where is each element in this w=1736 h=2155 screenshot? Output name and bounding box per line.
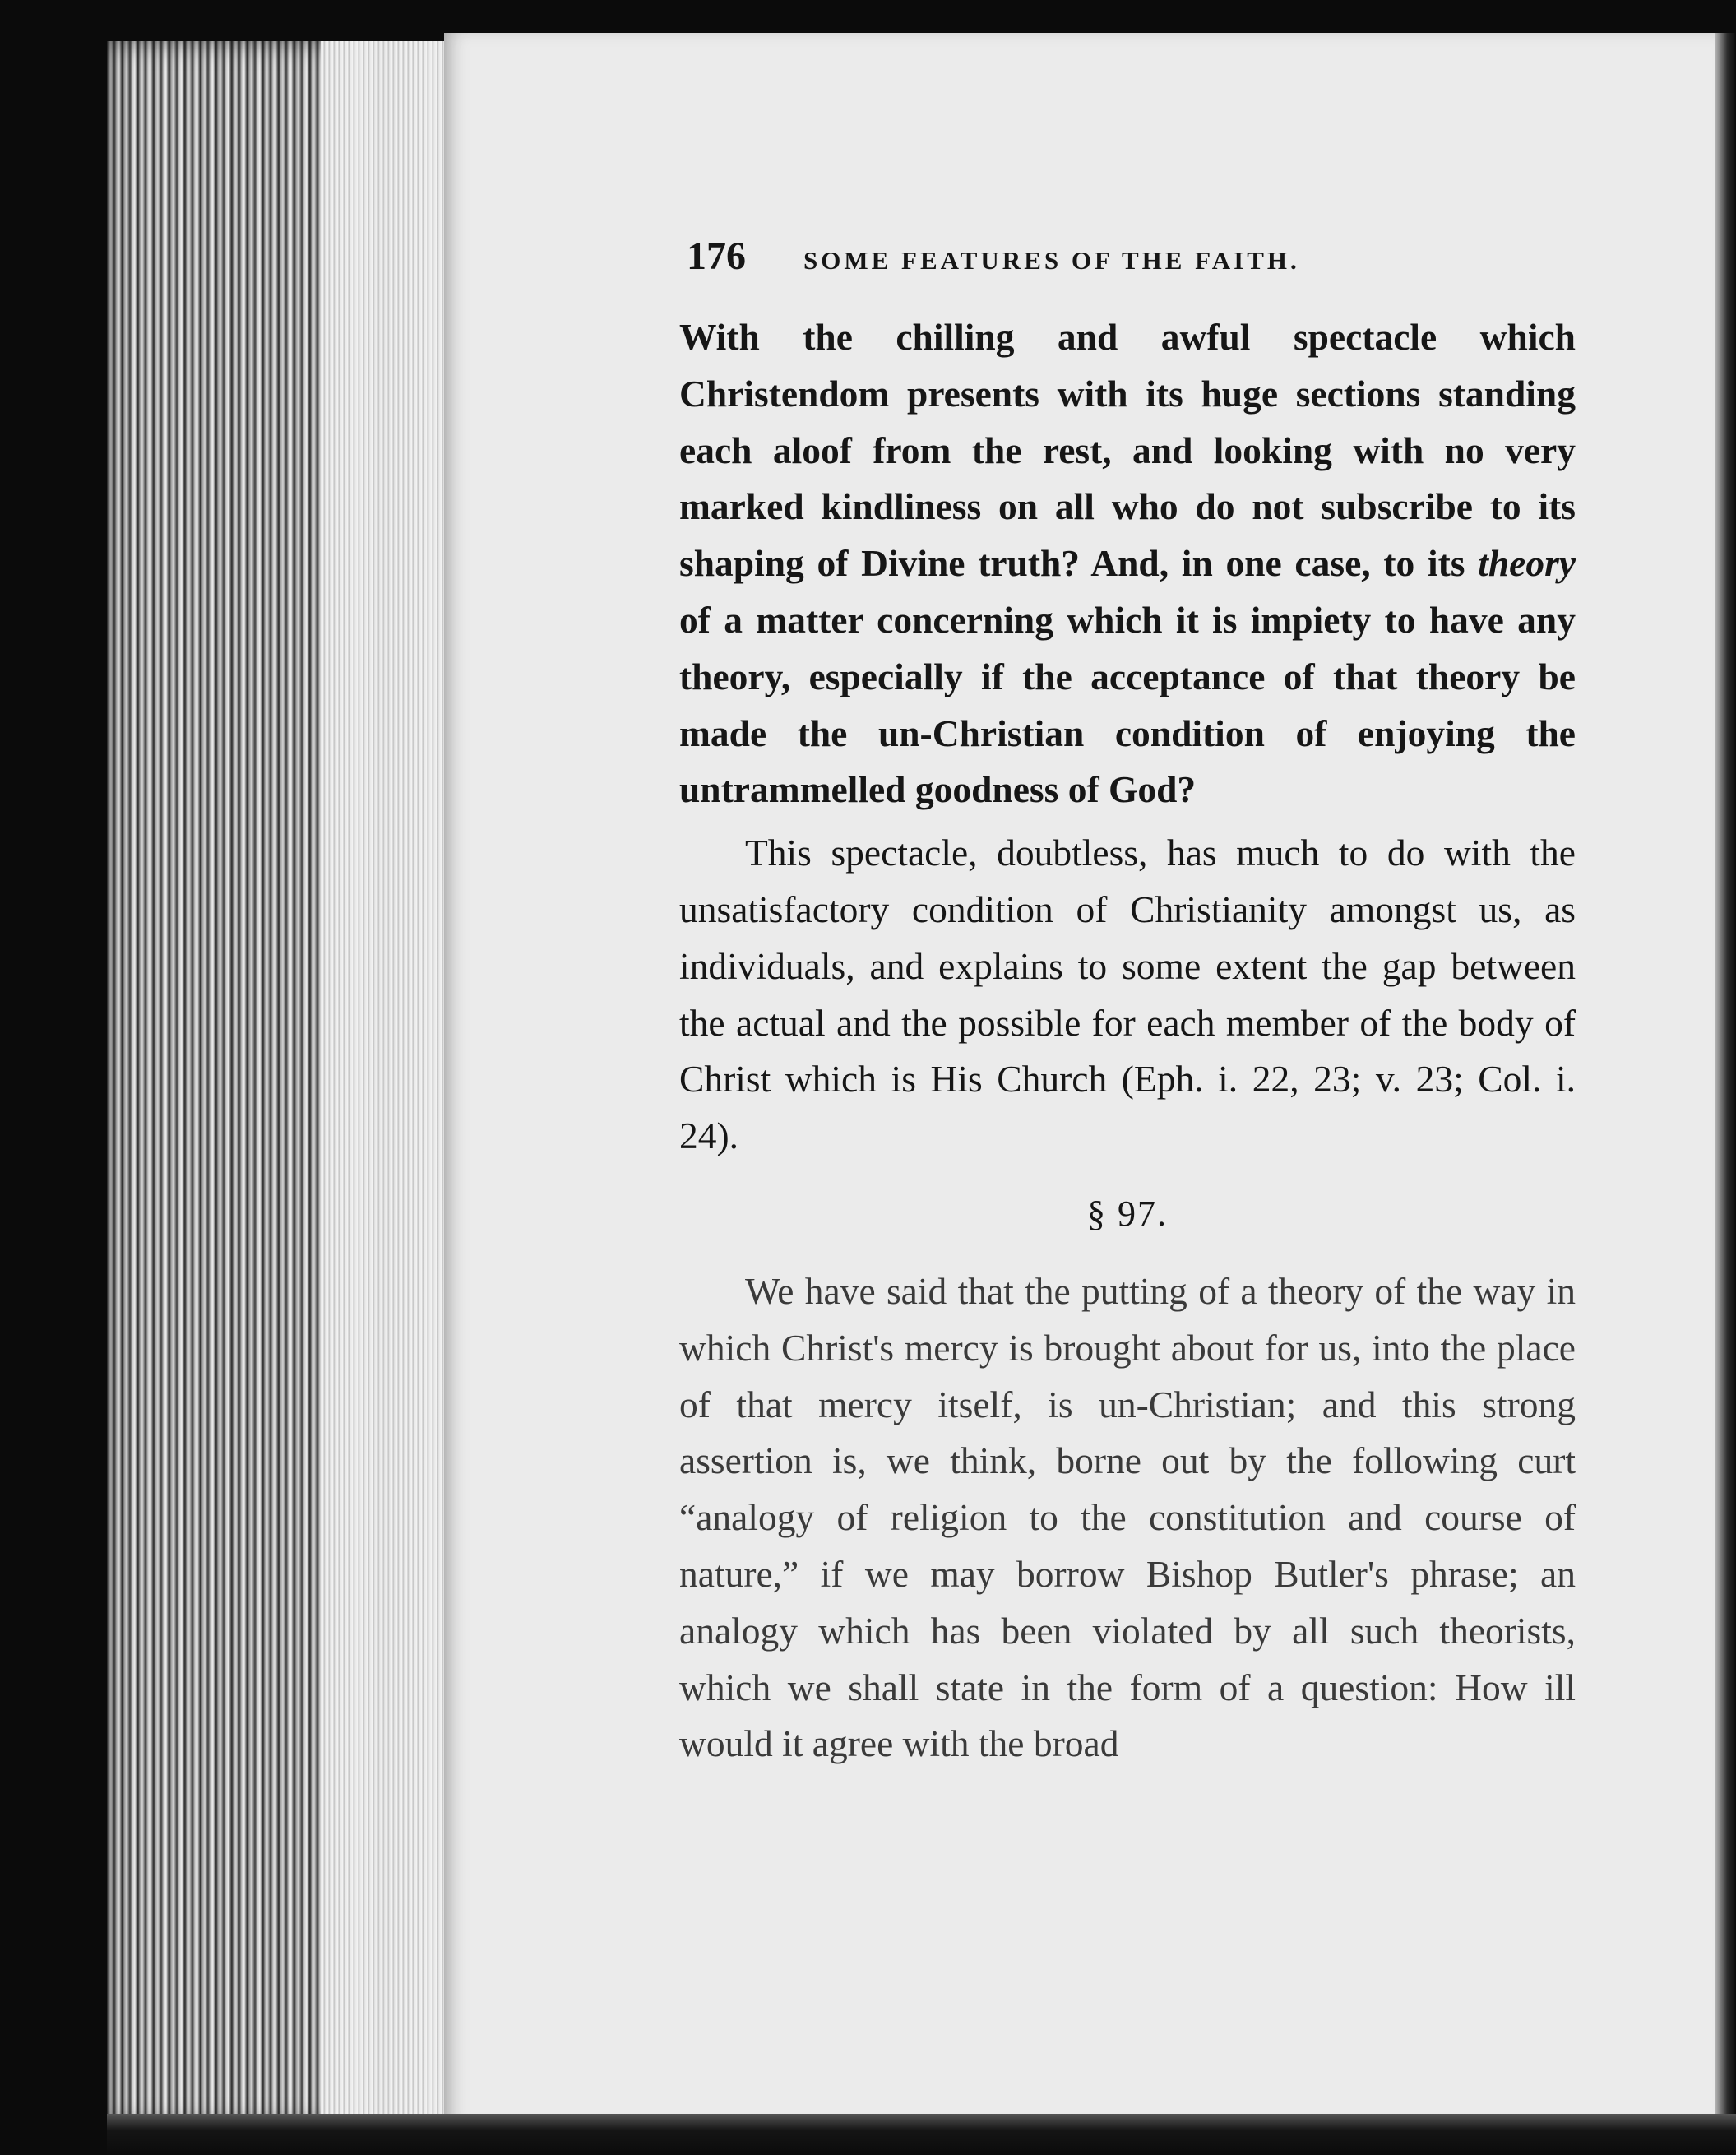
body-text bbox=[679, 309, 1576, 1773]
paragraph-1-part-2: of a matter concerning which it is impiety to have any theory, especially if the acceptance of that theory be made the un-Christian condition of enjoying the untrammelled goodness of God? bbox=[679, 598, 1576, 811]
paragraph-1 bbox=[679, 309, 1576, 818]
running-head bbox=[687, 234, 1575, 283]
paragraph-2: This spectacle, doubtless, has much to do with the unsatisfactory condition of Christianity amongst us, as individuals, and explains to some extent the gap between the actual and the possible for each member of the body of Christ which is His Church (Eph. i. 22, 23; v. 23; Col. i. 24). bbox=[679, 832, 1576, 1157]
section-heading: § 97. bbox=[1087, 1193, 1168, 1234]
page-edges bbox=[107, 41, 452, 2126]
page-bottom-edge bbox=[107, 2114, 1736, 2155]
page-right-edge bbox=[1715, 33, 1736, 2126]
page-number: 176 bbox=[687, 234, 746, 278]
italic-word: theory bbox=[1478, 542, 1576, 585]
paragraph-1-part-1: With the chilling and awful spectacle which Christendom presents with its huge sections standing each aloof from the rest, and looking with no very marked kindliness on all who do not subscribe to its shaping of Divine truth? And, in one case, to its bbox=[679, 316, 1576, 585]
running-title: SOME FEATURES OF THE FAITH. bbox=[803, 246, 1300, 275]
paragraph-3: We have said that the putting of a theory of the way in which Christ's mercy is brought about for us, into the place of that mercy itself, is un-Christian; and this strong assertion is, we think, borne out by the following curt “analogy of religion to the constitution and course of nature,” if we may borrow Bishop Butler's phrase; an analogy which has been violated by all such theorists, which we shall state in the form of a question: How ill would it agree with the broad bbox=[679, 1269, 1576, 1765]
